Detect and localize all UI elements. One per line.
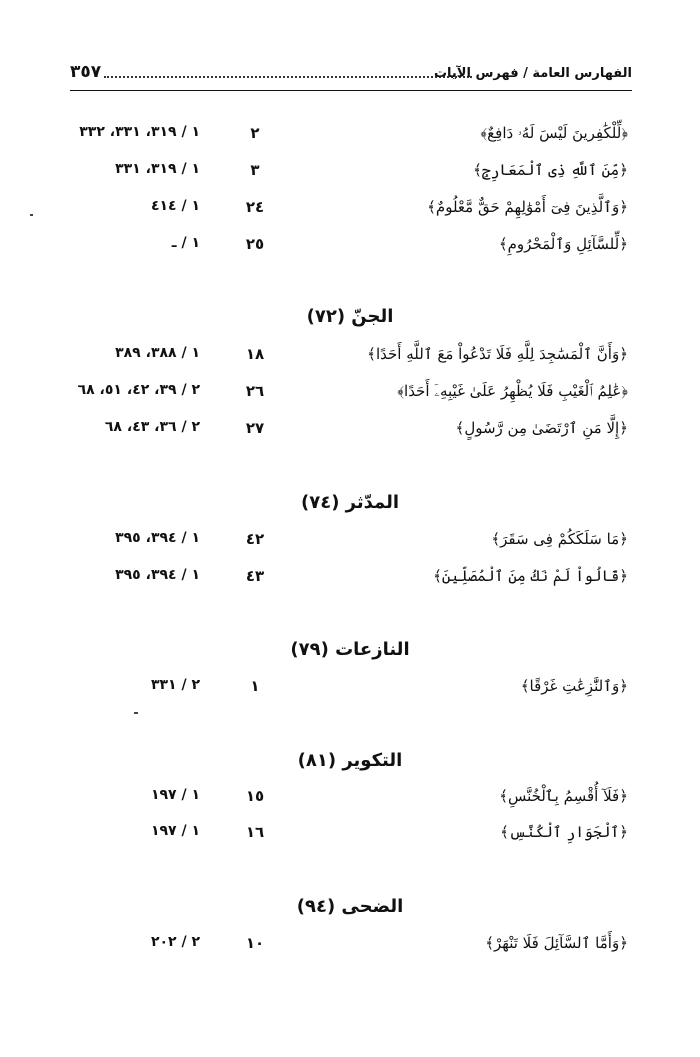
surah-heading: النازعات (٧٩) [290,639,410,660]
verse-number: ٤٢ [245,530,265,548]
verse-text: ﴿وَأَمَّا ٱلسَّآئِلَ فَلَا تَنْهَرْ﴾ [485,934,628,952]
index-row [0,235,700,265]
verse-text: ﴿ٱلْجَوَارِ ٱلْكُنَّسِ﴾ [500,823,628,841]
verse-number: ٢٧ [245,419,265,437]
index-row [0,530,700,560]
verse-number: ٤٣ [245,567,265,585]
page-references: ١ / ١٩٧ [150,823,200,839]
verse-text: ﴿قَالُواْ لَمْ نَكُ مِنَ ٱلْمُصَلِّينَ﴾ [433,567,628,585]
page-references: ١ / ـ [171,235,200,251]
surah-heading: المدّثر (٧٤) [300,492,400,513]
page-references: ١ / ٤١٤ [150,198,200,214]
index-row [0,677,700,707]
page-references: ١ / ٣١٩، ٣٣١، ٣٣٢ [79,124,200,140]
verse-text: ﴿وَٱلَّذِينَ فِىٓ أَمْوَٰلِهِمْ حَقٌّ مَّعْلُومٌ﴾ [427,198,628,216]
verse-text: ﴿وَٱلنَّٰزِعَٰتِ غَرْقًا﴾ [520,677,628,695]
surah-heading: الضحى (٩٤) [296,896,404,917]
header-rule [70,90,632,91]
page-references: ١ / ١٩٧ [150,787,200,803]
page-references: ٢ / ٢٠٢ [150,934,200,950]
verse-number: ٢٤ [245,198,265,216]
verse-text: ﴿مِّنَ ٱللَّهِ ذِى ٱلْمَعَارِجِ﴾ [473,161,628,179]
verse-number: ٢٦ [245,382,265,400]
page-references: ٢ / ٣٦، ٤٣، ٦٨ [104,419,200,435]
page-number: ٣٥٧ [70,62,102,82]
page-references: ١ / ٣٩٤، ٣٩٥ [115,567,200,583]
index-row [0,567,700,597]
verse-text: ﴿إِلَّا مَنِ ٱرْتَضَىٰ مِن رَّسُولٍ﴾ [455,419,628,437]
verse-number: ٢ [250,124,260,142]
verse-text: ﴿وَأَنَّ ٱلْمَسَٰجِدَ لِلَّهِ فَلَا تَدْعُواْ مَعَ ٱللَّهِ أَحَدًا﴾ [367,345,628,363]
page-references: ١ / ٣٨٨، ٣٨٩ [115,345,200,361]
page-references: ١ / ٣٩٤، ٣٩٥ [115,530,200,546]
verse-number: ١٦ [245,823,265,841]
index-row [0,823,700,853]
index-row [0,198,700,228]
verse-number: ١ [250,677,260,695]
verse-number: ١٥ [245,787,265,805]
surah-heading: الجنّ (٧٢) [306,306,394,327]
verse-text: ﴿لِّلسَّآئِلِ وَٱلْمَحْرُومِ﴾ [498,235,628,253]
ink-speck [30,214,33,216]
verse-number: ١٨ [245,345,265,363]
verse-text: ﴿فَلَآ أُقْسِمُ بِٱلْخُنَّسِ﴾ [499,787,628,805]
verse-text: ﴿مَا سَلَكَكُمْ فِى سَقَرَ﴾ [491,530,628,548]
index-row [0,934,700,964]
running-title: الفهارس العامة / فهرس الآيات [433,66,632,81]
page-references: ٢ / ٣٣١ [150,677,200,693]
index-row [0,161,700,191]
index-row [0,345,700,375]
verse-number: ٢٥ [245,235,265,253]
index-row [0,382,700,412]
page-references: ٢ / ٣٩، ٤٢، ٥١، ٦٨ [77,382,200,398]
verse-text: ﴿عَٰلِمُ ٱلْغَيْبِ فَلَا يُظْهِرُ عَلَىٰ غَيْبِهِۦٓ أَحَدًا﴾ [397,382,628,400]
index-row [0,787,700,817]
verse-text: ﴿لِّلْكَٰفِرينَ لَيْسَ لَهُۥ دَافِعٌ﴾ [480,124,628,142]
verse-number: ١٠ [245,934,265,952]
index-row [0,419,700,449]
page-references: ١ / ٣١٩، ٣٣١ [115,161,200,177]
index-row [0,124,700,154]
page-header [70,62,632,92]
verse-number: ٣ [250,161,260,179]
surah-heading: التكوير (٨١) [297,750,403,771]
ink-speck [134,712,138,714]
leader-dots [104,76,472,78]
